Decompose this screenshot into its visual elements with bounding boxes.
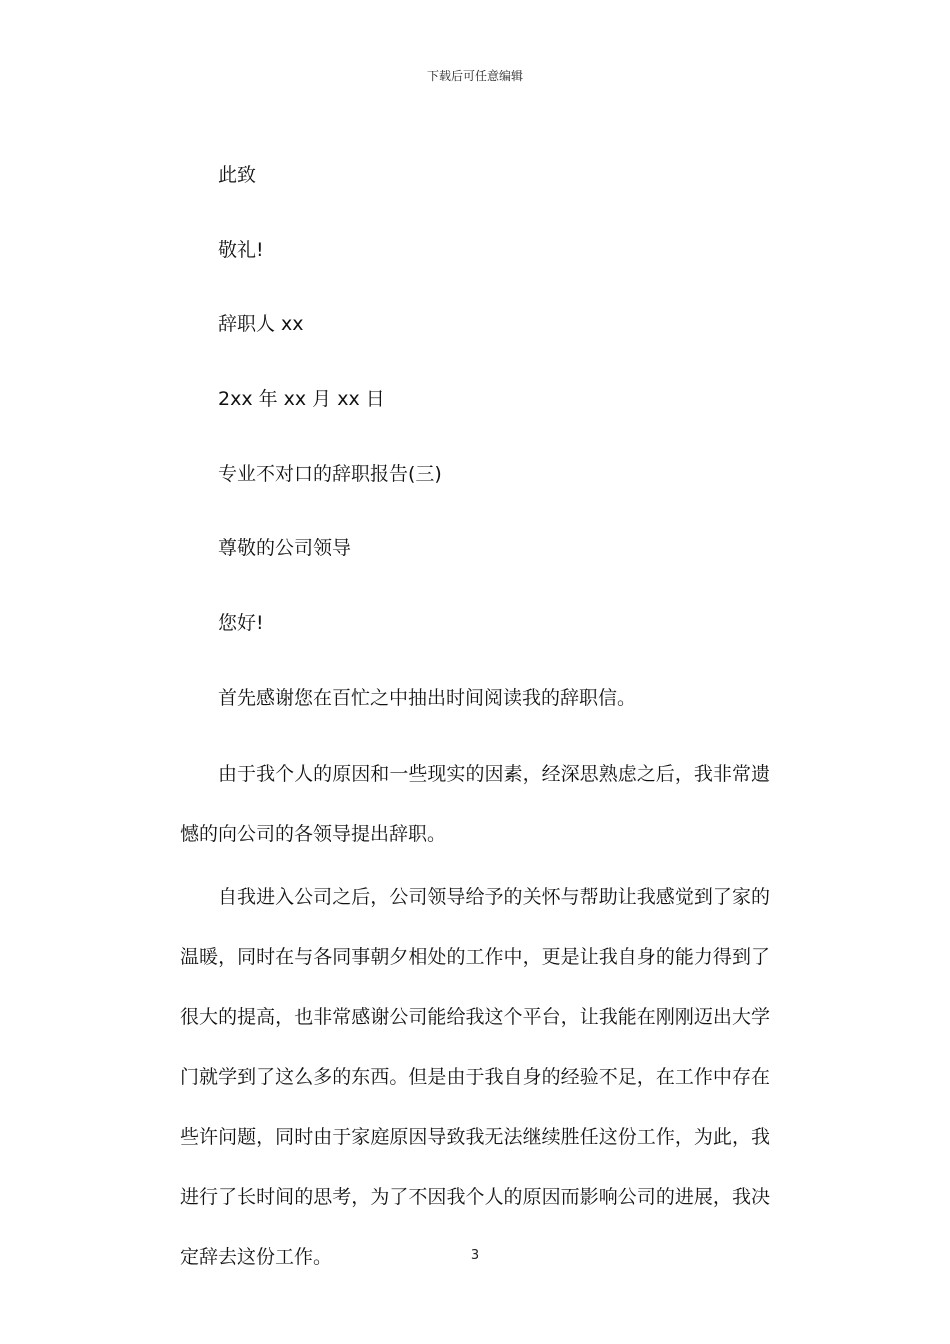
greeting: 您好!	[218, 612, 264, 634]
letter-date: 2xx 年 xx 月 xx 日	[218, 388, 385, 410]
addressee: 尊敬的公司领导	[218, 537, 352, 559]
report-title: 专业不对口的辞职报告(三)	[218, 463, 442, 485]
letter-signature: 辞职人 xx	[218, 313, 304, 335]
intro-line: 首先感谢您在百忙之中抽出时间阅读我的辞职信。	[218, 687, 637, 709]
body-paragraph: 由于我个人的原因和一些现实的因素，经深思熟虑之后，我非常遗憾的向公司的各领导提出辞职。	[180, 763, 770, 845]
letter-closing: 此致	[218, 164, 257, 186]
letter-salute: 敬礼!	[218, 239, 264, 261]
body-paragraph: 自我进入公司之后，公司领导给予的关怀与帮助让我感觉到了家的温暖，同时在与各同事朝夕相处的工作中，更是让我自身的能力得到了很大的提高，也非常感谢公司能给我这个平台，让我能在刚刚迈出大学门就学到了这么多的东西。但是由于我自身的经验不足，在工作中存在些许问题，同时由于家庭原因导致我无法继续胜任这份工作，为此，我进行了长时间的思考，为了不因我个人的原因而影响公司的进展，我决定辞去这份工作。	[180, 886, 770, 1268]
header-note: 下载后可任意编辑	[426, 69, 523, 83]
page-number: 3	[470, 1248, 480, 1263]
